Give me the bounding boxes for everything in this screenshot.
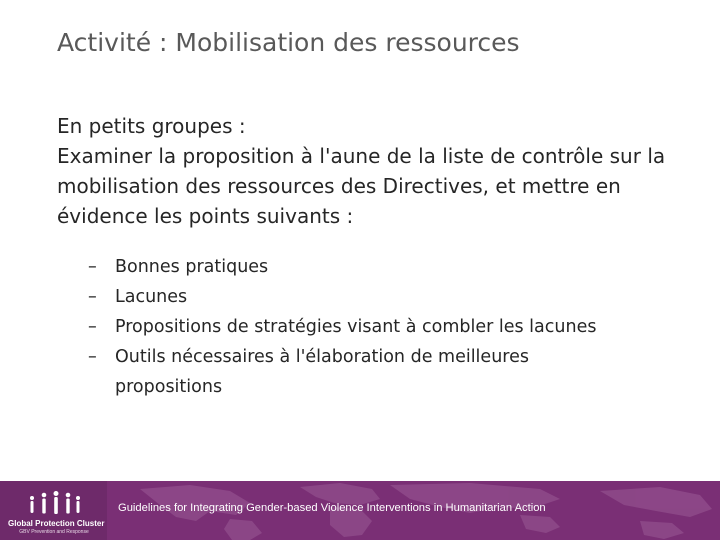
bullet-dash: – [88,347,97,367]
bullet-text: Outils nécessaires à l'élaboration de meilleures propositions [115,347,529,397]
bullet-text: Bonnes pratiques [115,257,269,277]
people-figures-icon [26,489,82,515]
intro-line-instructions: Examiner la proposition à l'aune de la liste de contrôle sur la mobilisation des ressources des Directives, et mettre en évidence les points suivants : [57,144,666,228]
bullet-dash: – [88,287,97,307]
footer-caption: Guidelines for Integrating Gender-based Violence Interventions in Humanitarian Action [118,502,546,514]
footer-band [0,481,720,540]
intro-line-groups: En petits groupes : [57,114,246,138]
list-item [88,282,688,312]
logo-tagline: GBV Prevention and Response [19,529,89,535]
slide-title: Activité : Mobilisation des ressources [57,28,520,57]
bullet-text: Propositions de stratégies visant à combler les lacunes [115,317,597,337]
logo-name: Global Protection Cluster [8,519,105,528]
bullet-dash: – [88,257,97,277]
list-item [88,312,688,342]
list-item [88,252,688,282]
intro-text [57,111,697,231]
bullet-list [88,252,688,402]
bullet-text: Lacunes [115,287,188,307]
bullet-dash: – [88,317,97,337]
list-item [88,342,688,402]
global-protection-cluster-logo [0,481,107,540]
